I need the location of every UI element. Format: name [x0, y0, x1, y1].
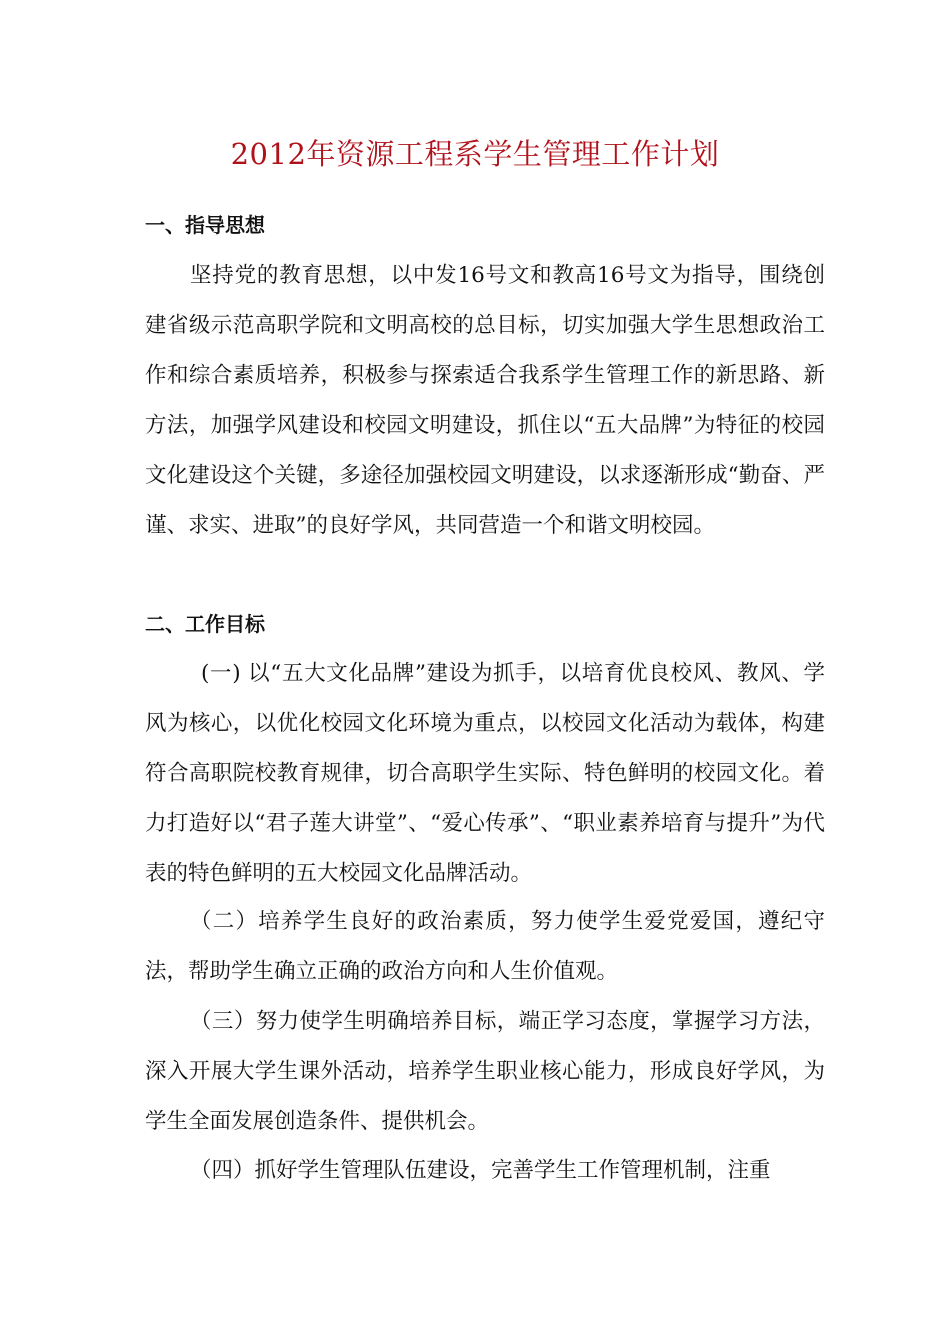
paragraph-goal-2: （二）培养学生良好的政治素质，努力使学生爱党爱国，遵纪守法，帮助学生确立正确的政治方向和人生价值观。 [145, 909, 825, 984]
paragraph-goal-1: (一) 以“五大文化品牌”建设为抓手，以培育优良校风、教风、学风为核心，以优化校园文化环境为重点，以校园文化活动为载体，构建符合高职院校教育规律，切合高职学生实际、特色鲜明的校园文化。着力打造好以“君子莲大讲堂”、“爱心传承”、“职业素养培育与提升”为代表的特色鲜明的五大校园文化品牌活动。 [145, 661, 825, 886]
paragraph-guiding-ideology: 坚持党的教育思想，以中发16号文和教高16号文为指导，围绕创建省级示范高职学院和文明高校的总目标，切实加强大学生思想政治工作和综合素质培养，积极参与探索适合我系学生管理工作的新思路、新方法，加强学风建设和校园文明建设，抓住以“五大品牌”为特征的校园文化建设这个关键，多途径加强校园文明建设，以求逐渐形成“勤奋、严谨、求实、进取”的良好学风，共同营造一个和谐文明校园。 [145, 263, 825, 538]
paragraph-goal-3: （三）努力使学生明确培养目标，端正学习态度，掌握学习方法，深入开展大学生课外活动，培养学生职业核心能力，形成良好学风，为学生全面发展创造条件、提供机会。 [145, 1009, 825, 1134]
section-heading-work-goals: 二、工作目标 [145, 612, 265, 636]
document-title: 2012年资源工程系学生管理工作计划 [230, 137, 720, 171]
section-heading-guiding-ideology: 一、指导思想 [145, 213, 265, 237]
paragraph-goal-4: （四）抓好学生管理队伍建设，完善学生工作管理机制，注重 [190, 1158, 771, 1183]
